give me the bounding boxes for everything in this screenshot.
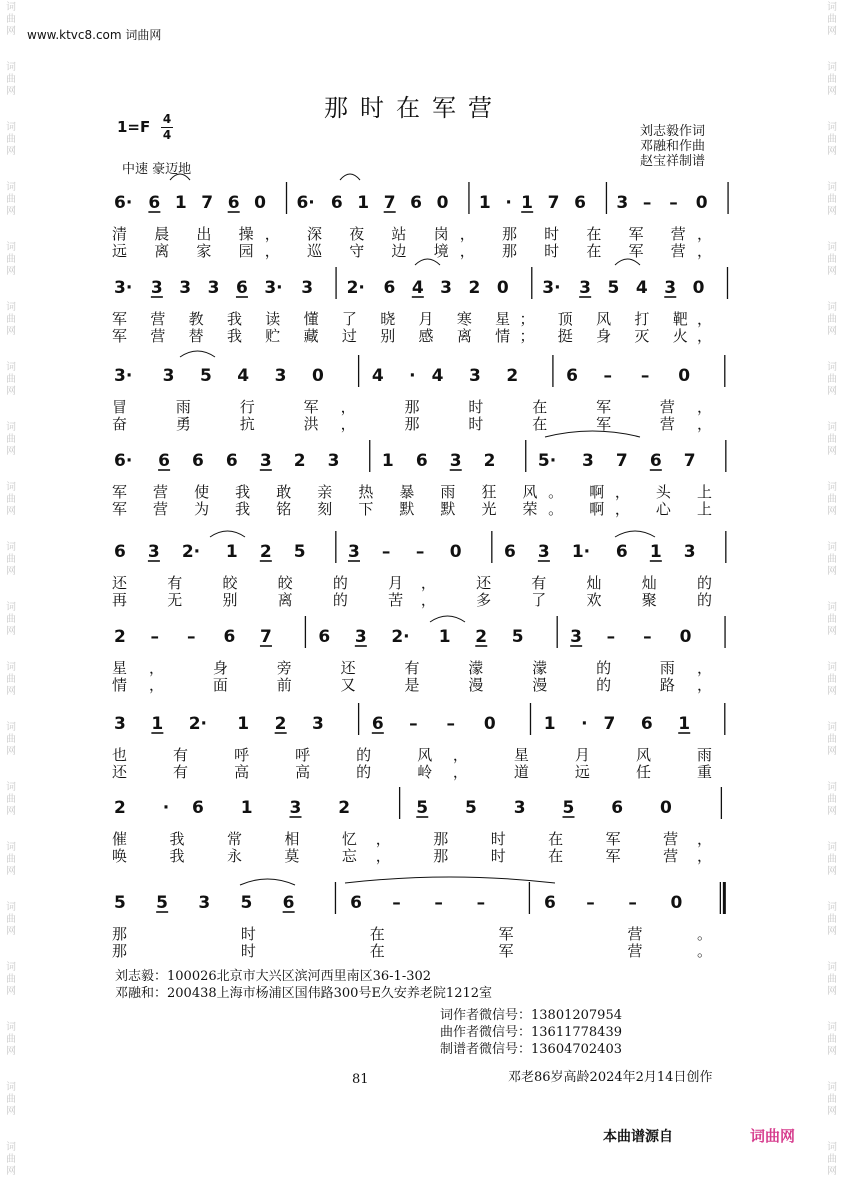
lyric-line-1: 清 晨 出 操， 深 夜 站 岗， 那 时 在 军 营， bbox=[112, 225, 712, 243]
note: 3 bbox=[207, 278, 220, 298]
lyricist-credit: 刘志毅作词 bbox=[640, 124, 706, 139]
note: 3 bbox=[289, 798, 302, 818]
note: 5 bbox=[114, 893, 126, 913]
song-title: 那时在军营 bbox=[324, 94, 504, 122]
address-block bbox=[115, 968, 492, 1002]
side-watermark-text: 词 曲 网 bbox=[6, 602, 16, 637]
note: 0 bbox=[660, 798, 672, 818]
note: 6 bbox=[640, 714, 653, 734]
side-watermark-text: 词 曲 网 bbox=[827, 722, 837, 757]
lyric-line-2: 远 离 家 园， 巡 守 边 境， 那 时 在 军 营， bbox=[112, 242, 712, 260]
lyric-line-1: 催 我 常 相 忆， 那 时 在 军 营， bbox=[112, 830, 712, 848]
note: 5 bbox=[199, 366, 212, 386]
note: · bbox=[162, 798, 170, 818]
side-watermark-text: 词 曲 网 bbox=[6, 182, 16, 217]
note: 7 bbox=[683, 451, 696, 471]
lyric-line-2: 军 营 替 我 贮 藏 过 别 感 离 情； 挺 身 灭 火， bbox=[112, 327, 713, 345]
note: 4 bbox=[411, 278, 424, 298]
note: 3 bbox=[301, 278, 314, 298]
note: 6 bbox=[611, 798, 624, 818]
note: – bbox=[669, 193, 678, 213]
side-watermark-text: 词 曲 网 bbox=[6, 662, 16, 697]
note: 1 bbox=[478, 193, 491, 213]
note: 1 bbox=[543, 714, 556, 734]
note: 0 bbox=[312, 366, 324, 386]
note: 6· bbox=[114, 451, 133, 471]
note: 2 bbox=[114, 627, 126, 647]
note: · bbox=[505, 193, 512, 213]
note: 3 bbox=[468, 366, 481, 386]
side-watermark-text: 词 曲 网 bbox=[6, 1142, 16, 1177]
side-watermark-text: 词 曲 网 bbox=[827, 302, 837, 337]
note: 4 bbox=[371, 366, 384, 386]
note: 2· bbox=[188, 714, 208, 734]
note: 5 bbox=[416, 798, 429, 818]
note: 3· bbox=[264, 278, 283, 298]
note: 2 bbox=[483, 451, 496, 471]
note: 3· bbox=[542, 278, 561, 298]
note: 2 bbox=[259, 542, 272, 562]
note: 2 bbox=[475, 627, 488, 647]
note: 6 bbox=[227, 193, 240, 213]
side-watermark-text: 词 曲 网 bbox=[827, 182, 837, 217]
header-url[interactable]: www.ktvc8.com 词曲网 bbox=[27, 28, 162, 42]
address-composer: 邓融和：200438上海市杨浦区国伟路300号E久安养老院1212室 bbox=[115, 986, 493, 1001]
note: 7 bbox=[603, 714, 616, 734]
note: 3 bbox=[354, 627, 367, 647]
note: 1 bbox=[678, 714, 691, 734]
side-watermark-text: 词 曲 网 bbox=[827, 422, 837, 457]
side-watermark-text: 词 曲 网 bbox=[827, 842, 837, 877]
slur-arc bbox=[545, 431, 640, 437]
note: 5 bbox=[465, 798, 477, 818]
side-watermark-text: 词 曲 网 bbox=[6, 782, 16, 817]
note: 0 bbox=[496, 278, 509, 298]
note: 6 bbox=[225, 451, 238, 471]
address-lyricist: 刘志毅：100026北京市大兴区滨河西里南区36-1-302 bbox=[115, 969, 432, 984]
note: 6 bbox=[383, 278, 396, 298]
note: – bbox=[150, 627, 159, 647]
side-watermark-text: 词 曲 网 bbox=[6, 902, 16, 937]
note: 6 bbox=[114, 542, 126, 562]
note: 5 bbox=[293, 542, 306, 562]
note: – bbox=[446, 714, 456, 734]
slur-arc bbox=[615, 531, 655, 537]
note: 6 bbox=[148, 193, 161, 213]
footer-brand-link[interactable]: 词曲网 bbox=[750, 1127, 796, 1145]
note: 5· bbox=[537, 451, 557, 471]
note: 2 bbox=[293, 451, 306, 471]
slur-arc bbox=[340, 174, 360, 180]
note: 6 bbox=[330, 193, 343, 213]
side-watermark-text: 词 曲 网 bbox=[827, 662, 837, 697]
note: 3 bbox=[513, 798, 526, 818]
note: 7 bbox=[547, 193, 560, 213]
time-sig-bottom: 4 bbox=[162, 128, 172, 142]
note: 1 bbox=[381, 451, 394, 471]
side-watermark-text: 词 曲 网 bbox=[6, 962, 16, 997]
note: 3· bbox=[114, 278, 133, 298]
side-watermark-text: 词 曲 网 bbox=[827, 1022, 837, 1057]
contact-arranger: 制谱者微信号：13604702403 bbox=[440, 1042, 622, 1057]
note: – bbox=[606, 627, 616, 647]
note: 6 bbox=[235, 278, 248, 298]
lyric-line-2: 奋 勇 抗 洪， 那 时 在 军 营， bbox=[112, 415, 712, 433]
footer-source-label: 本曲谱源自 bbox=[603, 1129, 673, 1145]
note: 2· bbox=[181, 542, 201, 562]
note: 0 bbox=[695, 193, 708, 213]
slur-arc bbox=[180, 351, 215, 357]
lyric-line-1: 冒 雨 行 军， 那 时 在 军 营， bbox=[112, 398, 712, 416]
note: – bbox=[186, 627, 196, 647]
lyric-line-1: 军 营 使 我 敢 亲 热 暴 雨 狂 风。 啊， 头 上 bbox=[112, 483, 712, 501]
note: 3 bbox=[114, 714, 126, 734]
lyric-line-1: 军 营 教 我 读 懂 了 晓 月 寒 星； 顶 风 打 靶， bbox=[112, 310, 713, 328]
lyric-line-2: 唤 我 永 莫 忘， 那 时 在 军 营， bbox=[112, 847, 712, 865]
side-watermark-text: 词 曲 网 bbox=[6, 2, 16, 37]
note: 3 bbox=[162, 366, 175, 386]
note: 3 bbox=[274, 366, 287, 386]
key-signature: 1=F bbox=[117, 118, 151, 136]
note: 6 bbox=[158, 451, 170, 471]
note: 7 bbox=[201, 193, 214, 213]
note: 5 bbox=[562, 798, 575, 818]
note: 6 bbox=[544, 893, 556, 913]
note: 3 bbox=[179, 278, 192, 298]
note: 7 bbox=[259, 627, 272, 647]
slur-arc bbox=[170, 174, 190, 180]
note: – bbox=[603, 366, 612, 386]
lyric-line-1: 也 有 呼 呼 的 风， 星 月 风 雨 bbox=[112, 746, 712, 764]
side-watermark-text: 词 曲 网 bbox=[6, 62, 16, 97]
side-watermark-text: 词 曲 网 bbox=[827, 602, 837, 637]
side-watermark-text: 词 曲 网 bbox=[6, 722, 16, 757]
slur-arc bbox=[240, 879, 295, 885]
note: 1 bbox=[438, 627, 451, 647]
composer-credit: 邓融和作曲 bbox=[640, 139, 706, 154]
note: 2 bbox=[114, 798, 126, 818]
note: 0 bbox=[449, 542, 462, 562]
note: 6· bbox=[114, 193, 133, 213]
arranger-credit: 赵宝祥制谱 bbox=[640, 154, 706, 169]
note: 0 bbox=[254, 193, 266, 213]
note: 1 bbox=[240, 798, 253, 818]
contact-block bbox=[440, 1007, 622, 1058]
side-watermark-text: 词 曲 网 bbox=[6, 122, 16, 157]
note: – bbox=[415, 542, 425, 562]
note: 3· bbox=[114, 366, 133, 386]
note: 1 bbox=[237, 714, 250, 734]
note: 6 bbox=[282, 893, 295, 913]
note: 6 bbox=[415, 451, 428, 471]
lyric-line-2: 军 营 为 我 铭 刻 下 默 默 光 荣。 啊， 心 上 bbox=[112, 500, 712, 518]
note: – bbox=[628, 893, 637, 913]
note: 3 bbox=[664, 278, 677, 298]
note: 3 bbox=[537, 542, 550, 562]
page-number: 81 bbox=[352, 1072, 369, 1087]
note: 2 bbox=[468, 278, 481, 298]
note: – bbox=[586, 893, 595, 913]
lyric-line-1: 星， 身 旁 还 有 濛 濛 的 雨， bbox=[112, 659, 712, 677]
note: 0 bbox=[692, 278, 705, 298]
note: · bbox=[409, 366, 416, 386]
note: 3 bbox=[616, 193, 629, 213]
note: 5 bbox=[607, 278, 620, 298]
note: 1 bbox=[225, 542, 238, 562]
contact-composer: 曲作者微信号：13611778439 bbox=[440, 1025, 622, 1040]
side-watermark-text: 词 曲 网 bbox=[6, 242, 16, 277]
side-watermark-text: 词 曲 网 bbox=[6, 302, 16, 337]
note: 3 bbox=[582, 451, 594, 471]
note: 3 bbox=[198, 893, 211, 913]
note: 0 bbox=[678, 366, 691, 386]
note: 3 bbox=[449, 451, 462, 471]
note: 4 bbox=[635, 278, 648, 298]
note: 7 bbox=[615, 451, 628, 471]
note: 5 bbox=[511, 627, 524, 647]
slur-arc bbox=[345, 877, 555, 883]
side-watermark-text: 词 曲 网 bbox=[6, 1082, 16, 1117]
note: 2· bbox=[346, 278, 365, 298]
note: 0 bbox=[483, 714, 496, 734]
side-watermark-text: 词 曲 网 bbox=[827, 962, 837, 997]
note: – bbox=[642, 193, 652, 213]
tempo-marking: 中速 豪迈地 bbox=[122, 162, 192, 177]
side-watermark-text: 词 曲 网 bbox=[827, 542, 837, 577]
note: 3 bbox=[570, 627, 582, 647]
note: 6 bbox=[566, 366, 578, 386]
note: 3 bbox=[259, 451, 272, 471]
side-watermark-text: 词 曲 网 bbox=[827, 2, 837, 37]
note: 1 bbox=[357, 193, 370, 213]
note: 6 bbox=[192, 798, 204, 818]
note: 3 bbox=[683, 542, 696, 562]
note: – bbox=[409, 714, 418, 734]
contact-lyricist: 词作者微信号：13801207954 bbox=[440, 1008, 622, 1023]
side-watermark-text: 词 曲 网 bbox=[827, 782, 837, 817]
note: 4 bbox=[237, 366, 250, 386]
lyric-line-2: 情， 面 前 又 是 漫 漫 的 路， bbox=[112, 676, 712, 694]
lyric-line-1: 还 有 皎 皎 的 月， 还 有 灿 灿 的 bbox=[112, 574, 712, 592]
note: 3 bbox=[147, 542, 160, 562]
slur-arc bbox=[430, 616, 465, 622]
note: 7 bbox=[383, 193, 396, 213]
note: 1· bbox=[571, 542, 591, 562]
note: 2 bbox=[506, 366, 519, 386]
side-watermark-text: 词 曲 网 bbox=[827, 122, 837, 157]
lyric-line-1: 那 时 在 军 营。 bbox=[112, 925, 712, 943]
note: 3 bbox=[312, 714, 324, 734]
note: 4 bbox=[431, 366, 444, 386]
note: 5 bbox=[240, 893, 253, 913]
side-watermark-text: 词 曲 网 bbox=[6, 842, 16, 877]
note: 6 bbox=[223, 627, 236, 647]
note: 0 bbox=[679, 627, 692, 647]
note: 6 bbox=[350, 893, 362, 913]
note: 1 bbox=[649, 542, 662, 562]
note: – bbox=[381, 542, 391, 562]
side-watermark-text: 词 曲 网 bbox=[827, 902, 837, 937]
note: 5 bbox=[156, 893, 169, 913]
note: 3 bbox=[348, 542, 360, 562]
side-watermark-text: 词 曲 网 bbox=[6, 1022, 16, 1057]
note: 3 bbox=[579, 278, 592, 298]
side-watermark-text: 词 曲 网 bbox=[827, 362, 837, 397]
note: 6 bbox=[371, 714, 384, 734]
note: · bbox=[581, 714, 588, 734]
note: – bbox=[476, 893, 486, 913]
side-watermark-text: 词 曲 网 bbox=[827, 1082, 837, 1117]
side-watermark-text: 词 曲 网 bbox=[827, 482, 837, 517]
side-watermark-text: 词 曲 网 bbox=[827, 62, 837, 97]
note: – bbox=[640, 366, 650, 386]
lyric-line-2: 还 有 高 高 的 岭， 道 远 任 重 bbox=[112, 763, 712, 781]
side-watermark-text: 词 曲 网 bbox=[827, 242, 837, 277]
side-watermark-text: 词 曲 网 bbox=[6, 542, 16, 577]
note: 2· bbox=[391, 627, 410, 647]
note: 6 bbox=[318, 627, 331, 647]
note: 6 bbox=[574, 193, 586, 213]
note: 1 bbox=[151, 714, 164, 734]
composition-note: 邓老86岁高龄2024年2月14日创作 bbox=[508, 1070, 713, 1085]
side-watermark-text: 词 曲 网 bbox=[827, 1142, 837, 1177]
lyric-line-2: 再 无 别 离 的 苦， 多 了 欢 聚 的 bbox=[112, 591, 712, 609]
note: 0 bbox=[670, 893, 683, 913]
note: – bbox=[434, 893, 443, 913]
note: 6 bbox=[410, 193, 422, 213]
time-sig-top: 4 bbox=[162, 112, 172, 126]
note: 0 bbox=[436, 193, 449, 213]
note: 3 bbox=[440, 278, 453, 298]
note: 6 bbox=[615, 542, 628, 562]
note: 6· bbox=[296, 193, 315, 213]
note: 6 bbox=[192, 451, 204, 471]
note: – bbox=[643, 627, 652, 647]
side-watermark-text: 词 曲 网 bbox=[6, 422, 16, 457]
note: 2 bbox=[338, 798, 351, 818]
slur-arc bbox=[210, 531, 245, 537]
side-watermark-text: 词 曲 网 bbox=[6, 482, 16, 517]
note: 2 bbox=[274, 714, 287, 734]
lyric-line-2: 那 时 在 军 营。 bbox=[112, 942, 712, 960]
note: 3 bbox=[150, 278, 163, 298]
side-watermark-text: 词 曲 网 bbox=[6, 362, 16, 397]
note: 1 bbox=[174, 193, 187, 213]
note: – bbox=[392, 893, 401, 913]
note: 6 bbox=[649, 451, 662, 471]
note: 3 bbox=[327, 451, 340, 471]
note: 1 bbox=[521, 193, 534, 213]
note: 6 bbox=[504, 542, 516, 562]
